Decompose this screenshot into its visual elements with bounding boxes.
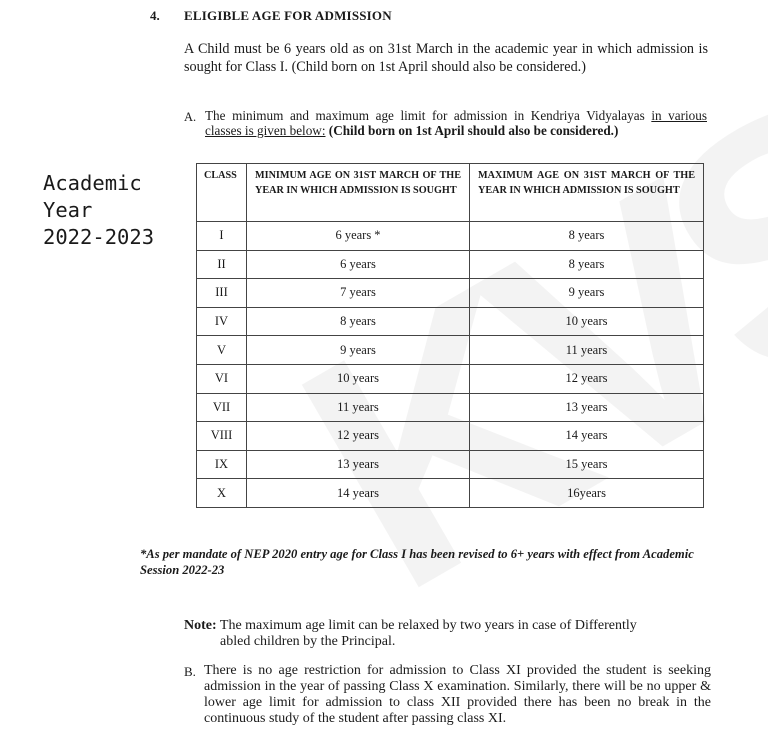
cell-min-age: 8 years bbox=[247, 307, 470, 336]
cell-class: V bbox=[197, 336, 247, 365]
cell-max-age: 12 years bbox=[470, 364, 704, 393]
note-text-line1: The maximum age limit can be relaxed by two years in case of Differently bbox=[219, 618, 637, 633]
item-a-text: The minimum and maximum age limit for admission in Kendriya Vidyalayas bbox=[205, 108, 645, 123]
cell-class: III bbox=[197, 279, 247, 308]
academic-year-line2: Year bbox=[43, 198, 93, 222]
cell-class: VII bbox=[197, 393, 247, 422]
cell-min-age: 11 years bbox=[247, 393, 470, 422]
note-label: Note: bbox=[184, 618, 217, 633]
cell-class: II bbox=[197, 250, 247, 279]
academic-year-line1: Academic bbox=[43, 171, 142, 195]
table-row bbox=[197, 250, 704, 279]
cell-min-age: 9 years bbox=[247, 336, 470, 365]
cell-min-age: 6 years bbox=[247, 250, 470, 279]
table-body bbox=[197, 222, 704, 508]
header-class: CLASS bbox=[197, 164, 247, 222]
cell-min-age: 12 years bbox=[247, 422, 470, 451]
section-number: 4. bbox=[150, 8, 160, 23]
item-a-underlined-text: in various classes is given below: bbox=[205, 108, 707, 138]
cell-class: VIII bbox=[197, 422, 247, 451]
item-b-paragraph: There is no age restriction for admission to Class XI provided the student is seeking admission in the year of passing Class X examination. Similarly, there will be no upper & lower age limit for admission to class XII provided there has been no break in the continuous study of the student after passing class XI. bbox=[204, 663, 711, 726]
table-row bbox=[197, 422, 704, 451]
cell-class: IV bbox=[197, 307, 247, 336]
cell-max-age: 15 years bbox=[470, 450, 704, 479]
note-text-line2: abled children by the Principal. bbox=[220, 634, 396, 649]
item-a-bold-text: (Child born on 1st April should also be considered.) bbox=[328, 123, 619, 138]
cell-max-age: 13 years bbox=[470, 393, 704, 422]
table-row bbox=[197, 364, 704, 393]
item-a-paragraph bbox=[205, 108, 707, 138]
item-b-letter: B. bbox=[184, 664, 196, 679]
cell-class: X bbox=[197, 479, 247, 508]
cell-max-age: 8 years bbox=[470, 250, 704, 279]
note-paragraph bbox=[184, 618, 704, 650]
table-row bbox=[197, 222, 704, 251]
header-min-age: MINIMUM AGE ON 31ST MARCH OF THE YEAR IN WHICH ADMISSION IS SOUGHT bbox=[247, 164, 470, 222]
cell-class: I bbox=[197, 222, 247, 251]
table-row bbox=[197, 479, 704, 508]
cell-min-age: 6 years * bbox=[247, 222, 470, 251]
cell-max-age: 8 years bbox=[470, 222, 704, 251]
cell-min-age: 14 years bbox=[247, 479, 470, 508]
cell-min-age: 13 years bbox=[247, 450, 470, 479]
cell-max-age: 9 years bbox=[470, 279, 704, 308]
footnote: *As per mandate of NEP 2020 entry age for Class I has been revised to 6+ years with effect from Academic Session 2022-23 bbox=[140, 547, 694, 577]
table-row bbox=[197, 336, 704, 365]
cell-class: VI bbox=[197, 364, 247, 393]
cell-max-age: 16years bbox=[470, 479, 704, 508]
cell-max-age: 14 years bbox=[470, 422, 704, 451]
table-row bbox=[197, 450, 704, 479]
academic-year-line3: 2022-2023 bbox=[43, 225, 155, 249]
cell-min-age: 10 years bbox=[247, 364, 470, 393]
cell-class: IX bbox=[197, 450, 247, 479]
cell-min-age: 7 years bbox=[247, 279, 470, 308]
cell-max-age: 11 years bbox=[470, 336, 704, 365]
table-row bbox=[197, 307, 704, 336]
cell-max-age: 10 years bbox=[470, 307, 704, 336]
age-limit-table bbox=[196, 163, 704, 508]
table-row bbox=[197, 393, 704, 422]
table-header-row bbox=[197, 164, 704, 222]
section-title: ELIGIBLE AGE FOR ADMISSION bbox=[184, 8, 392, 23]
academic-year-label bbox=[43, 170, 154, 251]
header-max-age: MAXIMUM AGE ON 31ST MARCH OF THE YEAR IN WHICH ADMISSION IS SOUGHT bbox=[470, 164, 704, 222]
item-a-letter: A. bbox=[184, 110, 197, 124]
intro-paragraph: A Child must be 6 years old as on 31st March in the academic year in which admission is sought for Class I. (Child born on 1st April should also be considered.) bbox=[184, 41, 708, 75]
table-row bbox=[197, 279, 704, 308]
